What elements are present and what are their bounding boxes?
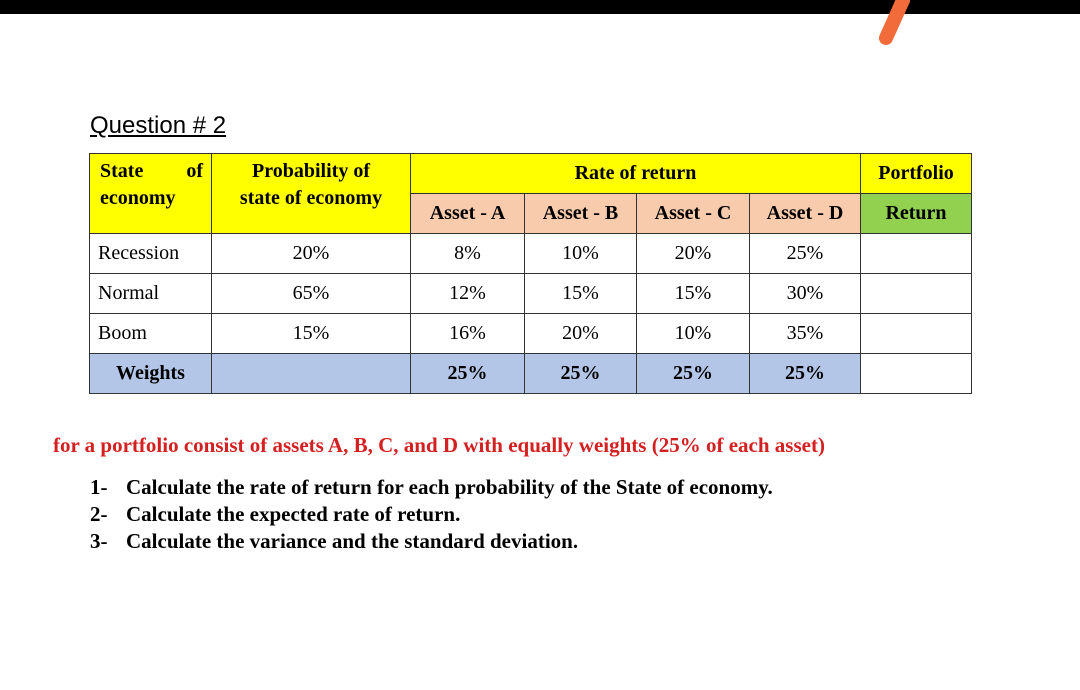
header-probability-line2: state of economy xyxy=(239,187,383,209)
weight-asset-b: 25% xyxy=(525,354,637,394)
header-economy-word: economy xyxy=(100,187,176,209)
cell-asset-a: 8% xyxy=(411,234,525,274)
weight-asset-c: 25% xyxy=(637,354,750,394)
cell-state: Recession xyxy=(90,234,212,274)
weight-portfolio-empty xyxy=(861,354,972,394)
cell-asset-d: 35% xyxy=(750,314,861,354)
list-item xyxy=(90,501,773,528)
cell-asset-d: 25% xyxy=(750,234,861,274)
step-text: Calculate the variance and the standard deviation. xyxy=(126,529,579,553)
header-rate-of-return: Rate of return xyxy=(411,154,861,194)
step-number: 2- xyxy=(90,502,108,526)
cell-portfolio-return xyxy=(861,234,972,274)
header-return: Return xyxy=(861,194,972,234)
cell-asset-b: 15% xyxy=(525,274,637,314)
cell-asset-c: 10% xyxy=(637,314,750,354)
cell-portfolio-return xyxy=(861,274,972,314)
header-portfolio: Portfolio xyxy=(861,154,972,194)
returns-table xyxy=(89,153,972,394)
table-row xyxy=(90,314,972,354)
cell-asset-b: 10% xyxy=(525,234,637,274)
top-black-bar xyxy=(0,0,1080,14)
cell-asset-d: 30% xyxy=(750,274,861,314)
weight-asset-a: 25% xyxy=(411,354,525,394)
step-text: Calculate the expected rate of return. xyxy=(126,502,461,526)
cell-state: Boom xyxy=(90,314,212,354)
list-item xyxy=(90,528,773,555)
cell-state: Normal xyxy=(90,274,212,314)
cell-asset-c: 20% xyxy=(637,234,750,274)
cell-probability: 15% xyxy=(212,314,411,354)
weights-row xyxy=(90,354,972,394)
header-probability-line1: Probability of xyxy=(252,160,370,182)
header-asset-c: Asset - C xyxy=(637,194,750,234)
step-number: 1- xyxy=(90,475,108,499)
header-asset-b: Asset - B xyxy=(525,194,637,234)
weight-asset-d: 25% xyxy=(750,354,861,394)
cell-probability: 20% xyxy=(212,234,411,274)
weights-label: Weights xyxy=(90,354,212,394)
question-title: Question # 2 xyxy=(90,112,227,139)
cell-portfolio-return xyxy=(861,314,972,354)
header-probability xyxy=(212,154,411,234)
orange-pen-stroke xyxy=(870,0,910,54)
step-number: 3- xyxy=(90,529,108,553)
cell-asset-b: 20% xyxy=(525,314,637,354)
cell-probability: 65% xyxy=(212,274,411,314)
weights-probability-empty xyxy=(212,354,411,394)
cell-asset-a: 16% xyxy=(411,314,525,354)
table-row xyxy=(90,234,972,274)
header-asset-a: Asset - A xyxy=(411,194,525,234)
header-asset-d: Asset - D xyxy=(750,194,861,234)
list-item xyxy=(90,474,773,501)
step-text: Calculate the rate of return for each probability of the State of economy. xyxy=(126,475,773,499)
header-state-word: State xyxy=(100,160,144,182)
instruction-text: for a portfolio consist of assets A, B, C, and D with equally weights (25% of each asset) xyxy=(53,433,825,457)
header-of-word: of xyxy=(186,160,203,182)
cell-asset-a: 12% xyxy=(411,274,525,314)
steps-list xyxy=(90,474,773,555)
cell-asset-c: 15% xyxy=(637,274,750,314)
header-state-of-economy xyxy=(90,154,212,234)
table-row xyxy=(90,274,972,314)
